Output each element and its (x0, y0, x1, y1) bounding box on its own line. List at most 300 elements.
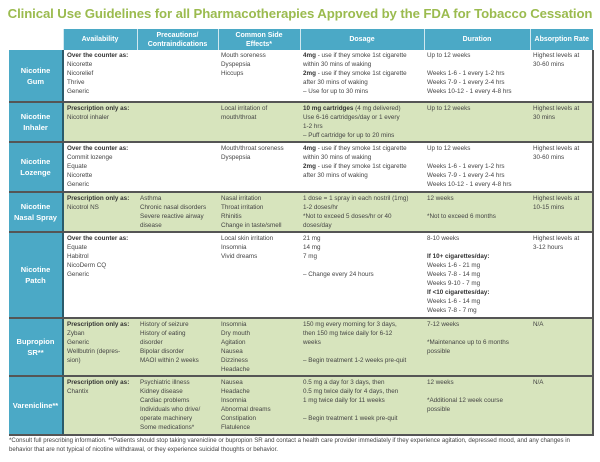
cell-absorption-rate (530, 318, 593, 376)
text: Highest levels at (533, 235, 580, 242)
cell-line (427, 396, 527, 405)
text: Some medications* (140, 424, 195, 431)
cell-line (140, 378, 215, 387)
cell-duration (424, 376, 530, 435)
cell-line (427, 60, 527, 69)
text: Highest levels at (533, 105, 580, 112)
cell-duration (424, 142, 530, 192)
cell-availability (63, 192, 137, 232)
text: Up to 12 weeks (427, 52, 471, 59)
text: N/A (533, 321, 544, 328)
cell-availability (63, 232, 137, 318)
cell-absorption-rate (530, 376, 593, 435)
cell-line (303, 387, 421, 396)
text: Asthma (140, 195, 162, 202)
bold-text: Prescription only as: (67, 105, 130, 112)
cell-line (221, 329, 297, 338)
cell-line (533, 144, 589, 153)
text: 7-12 weeks (427, 321, 460, 328)
cell-line (221, 51, 297, 60)
cell-line (303, 87, 421, 96)
cell-duration (424, 50, 530, 102)
cell-line (427, 252, 527, 261)
cell-line (533, 194, 589, 203)
bold-text: 2mg (303, 163, 316, 170)
cell-line (427, 171, 527, 180)
cell-line (303, 320, 421, 329)
text: Habitrol (67, 253, 89, 260)
cell-line (221, 396, 297, 405)
row-header: Nicotine Gum (9, 50, 63, 102)
text: Weeks 9-10 - 7 mg (427, 280, 481, 287)
text: Nausea (221, 379, 243, 386)
cell-line (427, 78, 527, 87)
text: Agitation (221, 339, 246, 346)
cell-line (140, 356, 215, 365)
header-dosage: Dosage (300, 29, 424, 50)
table-row (9, 376, 593, 435)
text: History of eating (140, 330, 186, 337)
text: Mouth soreness (221, 52, 266, 59)
table-row (9, 102, 593, 142)
cell-line (67, 243, 134, 252)
text: Abnormal dreams (221, 406, 271, 413)
cell-line (427, 405, 527, 414)
text: Local skin irritation (221, 235, 274, 242)
text: Psychiatric illness (140, 379, 190, 386)
text: Weeks 1-6 - 1 every 1-2 hrs (427, 70, 505, 77)
text: within 30 mins of waking (303, 154, 372, 161)
text: Wellbutrin (depres- (67, 348, 121, 355)
row-header: Nicotine Patch (9, 232, 63, 318)
cell-line (303, 356, 421, 365)
cell-dosage (300, 102, 424, 142)
bold-text: If 10+ cigarettes/day: (427, 253, 490, 260)
cell-line (221, 212, 297, 221)
text: Local irritation of (221, 105, 268, 112)
cell-line (140, 414, 215, 423)
cell-line (67, 270, 134, 279)
text: 12 weeks (427, 379, 454, 386)
text: Highest levels at (533, 145, 580, 152)
text: 30-60 mins (533, 154, 565, 161)
cell-line (533, 60, 589, 69)
text: 1-2 hrs (303, 123, 323, 130)
row-header: Bupropion SR** (9, 318, 63, 376)
bold-text: 4mg (303, 52, 316, 59)
row-header: Nicotine Nasal Spray (9, 192, 63, 232)
text: Highest levels at (533, 52, 580, 59)
cell-side-effects (218, 318, 300, 376)
cell-precautions (137, 318, 218, 376)
cell-line (427, 87, 527, 96)
cell-line (533, 234, 589, 243)
cell-line (140, 347, 215, 356)
cell-line (67, 87, 134, 96)
cell-dosage (300, 50, 424, 102)
header-absorption-rate: Absorption Rate (530, 29, 593, 50)
text: Insomnia (221, 397, 247, 404)
cell-absorption-rate (530, 192, 593, 232)
cell-line (67, 194, 134, 203)
cell-precautions (137, 232, 218, 318)
cell-line (67, 69, 134, 78)
cell-line (140, 203, 215, 212)
text: Dyspepsia (221, 154, 251, 161)
text: 21 mg (303, 235, 321, 242)
cell-dosage (300, 232, 424, 318)
guidelines-table (9, 29, 594, 436)
text: Thrive (67, 79, 85, 86)
text: - use if they smoke 1st cigarette (315, 163, 407, 170)
text: after 30 mins of waking (303, 79, 368, 86)
cell-side-effects (218, 142, 300, 192)
text: Dizziness (221, 357, 248, 364)
text: 1 dose = 1 spray in each nostril (1mg) (303, 195, 409, 202)
text: Change in taste/smell (221, 222, 282, 229)
cell-availability (63, 102, 137, 142)
cell-duration (424, 102, 530, 142)
cell-line (67, 104, 134, 113)
cell-line (303, 194, 421, 203)
cell-line (303, 338, 421, 347)
cell-line (221, 378, 297, 387)
cell-line (140, 405, 215, 414)
cell-line (533, 320, 589, 329)
text: Kidney disease (140, 388, 183, 395)
cell-line (140, 329, 215, 338)
cell-line (67, 51, 134, 60)
cell-line (221, 234, 297, 243)
header-corner (9, 29, 63, 50)
cell-line (67, 113, 134, 122)
text: Vivid dreams (221, 253, 258, 260)
bold-text: 4mg (303, 145, 316, 152)
cell-line (303, 261, 421, 270)
bold-text: Prescription only as: (67, 379, 130, 386)
cell-line (533, 51, 589, 60)
text: Dyspepsia (221, 61, 251, 68)
cell-line (67, 261, 134, 270)
cell-line (67, 347, 134, 356)
text: *Not to exceed 6 months (427, 213, 496, 220)
cell-line (303, 69, 421, 78)
cell-line (67, 153, 134, 162)
cell-line (303, 113, 421, 122)
cell-precautions (137, 142, 218, 192)
cell-line (303, 221, 421, 230)
cell-side-effects (218, 50, 300, 102)
cell-line (303, 252, 421, 261)
cell-line (427, 338, 527, 347)
cell-line (533, 243, 589, 252)
cell-line (303, 153, 421, 162)
cell-line (67, 338, 134, 347)
text: N/A (533, 379, 544, 386)
text: Nausea (221, 348, 243, 355)
cell-line (303, 414, 421, 423)
cell-line (303, 234, 421, 243)
cell-line (67, 356, 134, 365)
cell-line (140, 194, 215, 203)
cell-duration (424, 192, 530, 232)
text: weeks (303, 339, 321, 346)
text: Headache (221, 366, 250, 373)
cell-absorption-rate (530, 142, 593, 192)
text: 8-10 weeks (427, 235, 460, 242)
text: Nicotrol inhaler (67, 114, 109, 121)
cell-duration (424, 232, 530, 318)
text: 10-15 mins (533, 204, 565, 211)
text: 12 weeks (427, 195, 454, 202)
cell-line (221, 405, 297, 414)
text: Constipation (221, 415, 257, 422)
text: within 30 mins of waking (303, 61, 372, 68)
text: *Additional 12 week course (427, 397, 503, 404)
cell-line (67, 171, 134, 180)
text: Nasal irritation (221, 195, 262, 202)
cell-dosage (300, 192, 424, 232)
header-duration: Duration (424, 29, 530, 50)
text: Use 6-16 cartridges/day or 1 every (303, 114, 400, 121)
text: – Use for up to 30 mins (303, 88, 369, 95)
cell-line (140, 338, 215, 347)
header-side-effects: Common Side Effects* (218, 29, 300, 50)
text: Cardiac problems (140, 397, 190, 404)
text: Chantix (67, 388, 89, 395)
cell-line (303, 203, 421, 212)
text: MAOI within 2 weeks (140, 357, 199, 364)
cell-side-effects (218, 102, 300, 142)
text: Weeks 7-9 - 1 every 2-4 hrs (427, 79, 505, 86)
cell-line (221, 347, 297, 356)
text: disease (140, 222, 162, 229)
table-row (9, 232, 593, 318)
text: then 150 mg twice daily for 6-12 (303, 330, 393, 337)
cell-line (67, 234, 134, 243)
cell-line (533, 203, 589, 212)
cell-line (221, 387, 297, 396)
text: disorder (140, 339, 163, 346)
text: doses/day (303, 222, 332, 229)
cell-line (427, 144, 527, 153)
text: Equate (67, 244, 87, 251)
page-title: Clinical Use Guidelines for all Pharmacotherapies Approved by the FDA for Tobacco Cessation (7, 6, 593, 21)
cell-line (303, 171, 421, 180)
cell-line (427, 194, 527, 203)
text: Zyban (67, 330, 85, 337)
cell-line (67, 329, 134, 338)
text: Weeks 1-6 - 14 mg (427, 298, 481, 305)
text: 0.5 mg a day for 3 days, then (303, 379, 385, 386)
row-header: Varenicline** (9, 376, 63, 435)
text: Headache (221, 388, 250, 395)
text: possible (427, 406, 451, 413)
text: operate machinery (140, 415, 193, 422)
text: 7 mg (303, 253, 317, 260)
text: *Maintenance up to 6 months (427, 339, 509, 346)
cell-availability (63, 142, 137, 192)
footnote: *Consult full prescribing information. **Patients should stop taking varenicline or bupropion SR and contact a health care provider immediately if they experience agitation, depressed mood, and any changes in behavior that are not typical of nicotine withdrawal, or they experience suicidal thoughts or behavior. (9, 437, 570, 453)
text: 14 mg (303, 244, 321, 251)
text: (4 mg delivered) (353, 105, 401, 112)
cell-line (427, 162, 527, 171)
cell-precautions (137, 192, 218, 232)
cell-line (140, 396, 215, 405)
text: *Not to exceed 5 doses/hr or 40 (303, 213, 392, 220)
text: Nicotrol NS (67, 204, 99, 211)
cell-absorption-rate (530, 102, 593, 142)
cell-line (303, 212, 421, 221)
text: Weeks 1-6 - 1 every 1-2 hrs (427, 163, 505, 170)
text: History of seizure (140, 321, 189, 328)
cell-line (427, 153, 527, 162)
cell-line (427, 180, 527, 189)
cell-dosage (300, 142, 424, 192)
cell-line (221, 144, 297, 153)
text: mouth/throat (221, 114, 257, 121)
text: after 30 mins of waking (303, 172, 368, 179)
text: 150 mg every morning for 3 days, (303, 321, 397, 328)
text: Individuals who drive/ (140, 406, 201, 413)
cell-line (67, 203, 134, 212)
cell-line (427, 203, 527, 212)
text: Up to 12 weeks (427, 145, 471, 152)
cell-line (303, 329, 421, 338)
cell-absorption-rate (530, 232, 593, 318)
cell-line (67, 162, 134, 171)
text: Weeks 1-6 - 21 mg (427, 262, 481, 269)
cell-line (221, 338, 297, 347)
cell-line (221, 356, 297, 365)
header-precautions: Precautions/ Contraindications (137, 29, 218, 50)
text: 1 mg twice daily for 11 weeks (303, 397, 385, 404)
cell-line (221, 203, 297, 212)
text: - use if they smoke 1st cigarette (315, 52, 407, 59)
cell-line (427, 104, 527, 113)
text: 3-12 hours (533, 244, 564, 251)
text: Nicorette (67, 61, 93, 68)
text: – Change every 24 hours (303, 271, 374, 278)
cell-line (303, 162, 421, 171)
bold-text: Prescription only as: (67, 195, 130, 202)
cell-line (427, 306, 527, 315)
row-header: Nicotine Lozenge (9, 142, 63, 192)
text: Weeks 10-12 - 1 every 4-8 hrs (427, 181, 512, 188)
bold-text: 10 mg cartridges (303, 105, 354, 112)
cell-line (140, 387, 215, 396)
text: Up to 12 weeks (427, 105, 471, 112)
cell-line (303, 347, 421, 356)
text: Bipolar disorder (140, 348, 185, 355)
cell-line (221, 69, 297, 78)
cell-line (427, 329, 527, 338)
bold-text: Over the counter as: (67, 235, 129, 242)
cell-line (67, 144, 134, 153)
header-availability: Availability (63, 29, 137, 50)
cell-line (67, 378, 134, 387)
bold-text: Prescription only as: (67, 321, 130, 328)
cell-line (427, 69, 527, 78)
cell-side-effects (218, 232, 300, 318)
text: Generic (67, 339, 90, 346)
text: – Begin treatment 1-2 weeks pre-quit (303, 357, 407, 364)
cell-line (427, 51, 527, 60)
cell-line (427, 288, 527, 297)
cell-line (427, 234, 527, 243)
bold-text: Over the counter as: (67, 52, 129, 59)
cell-line (67, 60, 134, 69)
cell-duration (424, 318, 530, 376)
cell-line (221, 221, 297, 230)
cell-line (303, 243, 421, 252)
cell-line (427, 387, 527, 396)
cell-line (221, 252, 297, 261)
cell-availability (63, 50, 137, 102)
text: Weeks 7-8 - 14 mg (427, 271, 481, 278)
text: Equate (67, 163, 87, 170)
cell-line (427, 279, 527, 288)
text: Highest levels at (533, 195, 580, 202)
cell-line (67, 180, 134, 189)
cell-line (427, 261, 527, 270)
cell-line (427, 212, 527, 221)
text: Chronic nasal disorders (140, 204, 207, 211)
cell-line (427, 320, 527, 329)
table-row (9, 50, 593, 102)
text: Severe reactive airway (140, 213, 204, 220)
text: 0.5 mg twice daily for 4 days, then (303, 388, 399, 395)
cell-precautions (137, 102, 218, 142)
text: Flatulence (221, 424, 251, 431)
cell-precautions (137, 50, 218, 102)
cell-line (221, 243, 297, 252)
text: Insomnia (221, 244, 247, 251)
cell-line (221, 365, 297, 374)
cell-line (221, 153, 297, 162)
cell-line (67, 252, 134, 261)
cell-line (427, 378, 527, 387)
bold-text: Over the counter as: (67, 145, 129, 152)
cell-line (221, 60, 297, 69)
cell-side-effects (218, 376, 300, 435)
header-row (9, 29, 593, 50)
text: sion) (67, 357, 81, 364)
text: NicoDerm CQ (67, 262, 107, 269)
cell-line (140, 423, 215, 432)
cell-line (303, 378, 421, 387)
text: – Puff cartridge for up to 20 mins (303, 132, 395, 139)
cell-line (303, 60, 421, 69)
text: - use if they smoke 1st cigarette (315, 70, 407, 77)
text: possible (427, 348, 451, 355)
text: Weeks 7-8 - 7 mg (427, 307, 477, 314)
text: 30 mins (533, 114, 556, 121)
text: Generic (67, 271, 90, 278)
cell-dosage (300, 376, 424, 435)
cell-availability (63, 376, 137, 435)
text: Throat irritation (221, 204, 264, 211)
cell-line (427, 297, 527, 306)
cell-line (303, 78, 421, 87)
bold-text: If <10 cigarettes/day: (427, 289, 490, 296)
text: Commit lozenge (67, 154, 113, 161)
cell-line (221, 194, 297, 203)
cell-line (221, 113, 297, 122)
cell-line (303, 396, 421, 405)
cell-line (427, 243, 527, 252)
cell-line (533, 104, 589, 113)
